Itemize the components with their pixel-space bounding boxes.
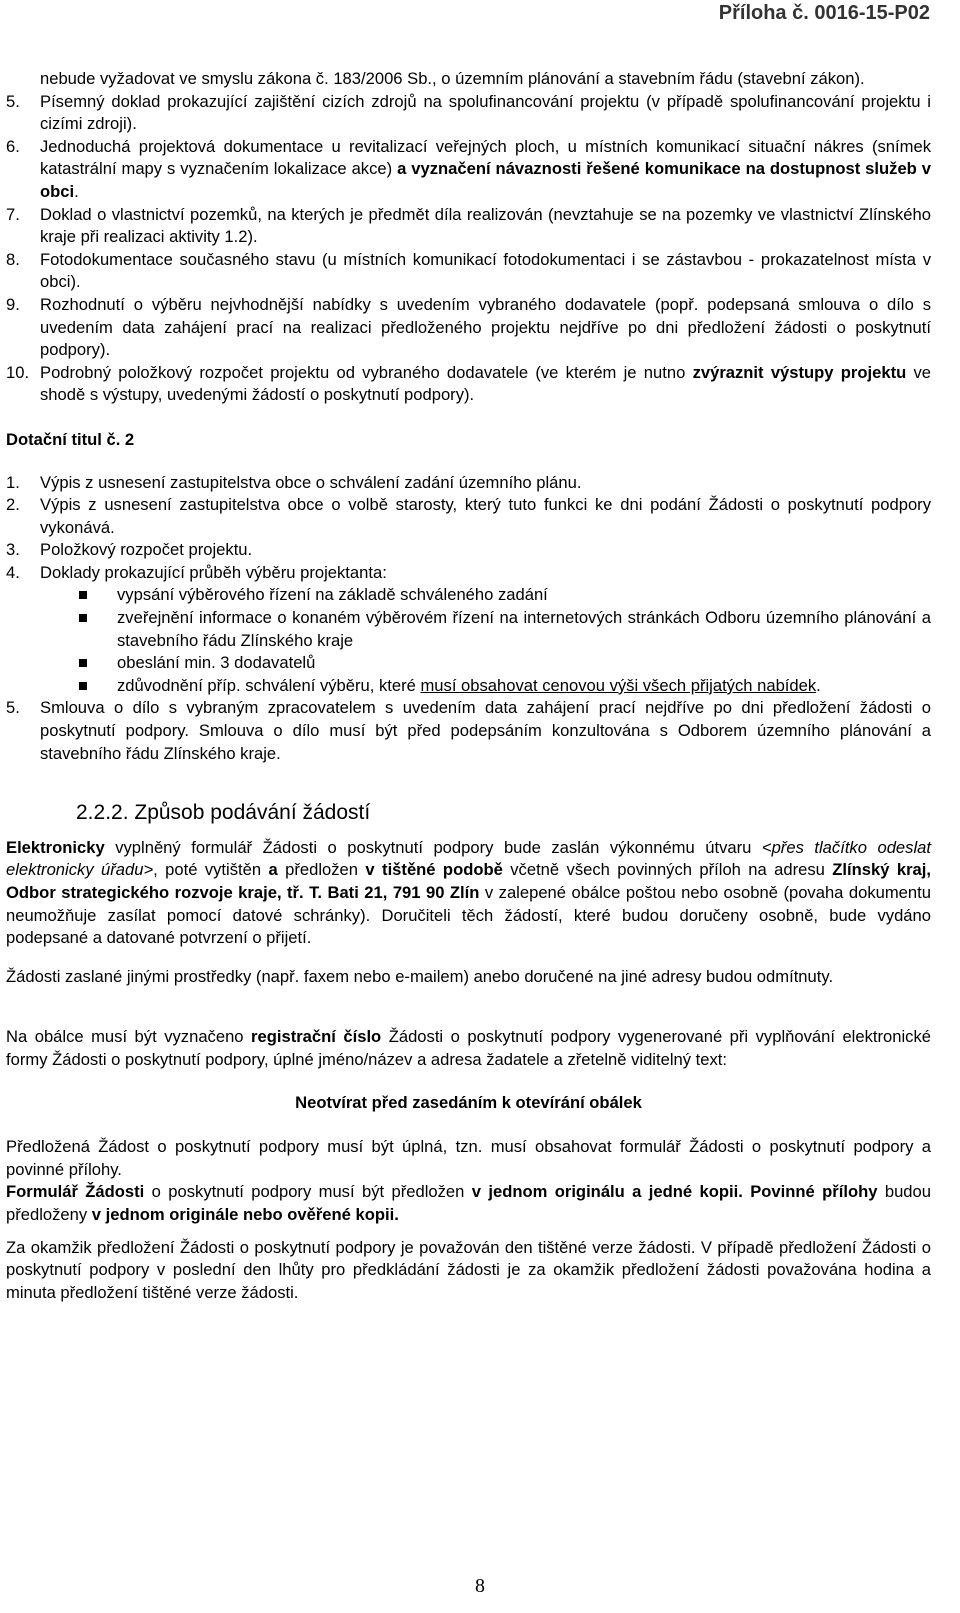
list-item-text: Výpis z usnesení zastupitelstva obce o schválení zadání územního plánu. [40,472,582,492]
list-item-number: 8. [6,249,20,269]
list-item [6,472,931,495]
paragraph: Žádosti zaslané jinými prostředky (např. faxem nebo e-mailem) anebo doručené na jiné adresy budou odmítnuty. [6,966,834,986]
square-bullet-icon [79,614,87,622]
document-body [6,68,931,1304]
list-item [6,204,931,249]
list-item-text: Smlouva o dílo s vybraným zpracovatelem s uvedením data zahájení prací nejdříve po dni předložení žádosti o poskytnutí podpory. Smlouva o dílo musí být před podepsáním konzultována s Odborem územního plánování a stavebního řádu Zlínského kraje. [40,698,931,763]
list-item [6,539,931,562]
paragraph-text: předložen [277,860,366,880]
paragraph-text: budou předloženy [6,1182,931,1224]
bullet-item [40,607,931,652]
paragraph-emphasis: a [268,860,278,880]
list-item-text: Písemný doklad prokazující zajištění cizích zdrojů na spolufinancování projektu (v případě spolufinancování projektu i cizími zdroji). [40,91,931,134]
paragraph-emphasis: Povinné přílohy [750,1182,878,1202]
bullet-item-text: vypsání výběrového řízení na základě schváleného zadání [117,585,548,605]
list-item-text: . [74,181,79,201]
bullet-item-text: obeslání min. 3 dodavatelů [117,653,316,673]
paragraph-text: Žádosti o poskytnutí podpory vygenerované při vyplňování elektronické formy Žádosti o poskytnutí podpory, úplné jméno/název a adresa žadatele a zřetelně viditelný text: [6,1027,931,1069]
paragraph-text: o poskytnutí podpory musí být předložen [144,1182,472,1202]
list-item-number: 7. [6,204,20,224]
list-item-number: 5. [6,91,20,111]
square-bullet-icon [79,682,87,690]
list-item [6,494,931,539]
paragraph-emphasis: v jednom originále nebo ověřené kopii. [91,1204,399,1224]
paragraph: Za okamžik předložení Žádosti o poskytnutí podpory je považován den tištěné verze žádosti. V případě předložení Žádosti o poskytnutí podpory v poslední den lhůty pro předkládání žádosti je za okamžik předložení žádosti považována hodina a minuta předložení tištěné verze žádosti. [6,1237,931,1302]
paragraph-italic: <přes tlačítko odeslat elektronicky úřadu> [6,837,931,880]
envelope-notice: Neotvírat před zasedáním k otevírání obálek [295,1092,642,1112]
bullet-item-text: zdůvodnění příp. schválení výběru, které [117,675,421,695]
list-item-text: Fotodokumentace současného stavu (u místních komunikací fotodokumentaci i se zástavbou - prokazatelnost místa v obci). [40,249,931,292]
list-item [6,294,931,362]
paragraph-emphasis: registrační číslo [251,1027,382,1047]
list-item-text: ve shodě s výstupy, uvedenými žádostí o poskytnutí podpory). [40,362,932,405]
address-emphasis: Zlínský kraj, Odbor strategického rozvoje kraje, tř. T. Bati 21, 791 90 Zlín [6,860,931,902]
list-item-text: Rozhodnutí o výběru nejvhodnější nabídky s uvedením vybraného dodavatele (popř. podepsaná smlouva o dílo s uvedením data zahájení prací na realizaci předloženého projektu nejdříve po dni předložení žádosti o poskytnutí podpory). [40,294,931,360]
list-item [6,562,931,585]
paragraph [6,1181,931,1226]
paragraph [6,1026,931,1071]
paragraph-text: , poté vytištěn [153,860,269,880]
list-item [6,91,931,136]
page-number: 8 [475,1575,485,1597]
list-item-text: Podrobný položkový rozpočet projektu od vybraného dodavatele (ve kterém je nutno [40,362,693,382]
list-item-emphasis: a vyznačení návaznosti řešené komunikace na dostupnost služeb v obci [40,159,931,201]
list-item-number: 6. [6,136,20,156]
list-item-number: 10. [6,362,30,382]
list-item-number: 4. [6,562,20,582]
paragraph-text: včetně všech povinných příloh na adresu [502,860,833,880]
list-item [6,697,931,765]
list-item-emphasis: zvýraznit výstupy projektu [692,362,907,382]
attachment-label: Příloha č. 0016-15-P02 [718,2,930,24]
bullet-item [40,675,931,698]
list-item-text: Doklady prokazující průběh výběru projektanta: [40,562,387,582]
subsidy-title-heading: Dotační titul č. 2 [6,429,135,449]
list-item-number: 2. [6,495,20,515]
list-item-number: 9. [6,294,20,314]
bullet-item-text: . [816,675,821,695]
square-bullet-icon [79,659,87,667]
paragraph-text: vyplněný formulář Žádosti o poskytnutí podpory bude zaslán výkonnému útvaru [104,837,762,857]
paragraph-emphasis: Elektronicky [6,837,105,857]
list-item-text: Jednoduchá projektová dokumentace u revitalizací veřejných ploch, u místních komunikací situační nákres (snímek katastrální mapy s vyznačením lokalizace akce) [40,136,931,179]
list-item-text: Výpis z usnesení zastupitelstva obce o volbě starosty, který tuto funkci ke dni podání Žádosti o poskytnutí podpory vykonává. [40,495,931,537]
list-item [6,136,931,204]
list-item-text: Doklad o vlastnictví pozemků, na kterých je předmět díla realizován (nevztahuje se na pozemky ve vlastnictví Zlínského kraje při realizaci aktivity 1.2). [40,204,931,247]
bullet-item-text: zveřejnění informace o konaném výběrovém řízení na internetových stránkách Odboru územního plánování a stavebního řádu Zlínského kraje [117,608,931,650]
list-item [6,249,931,294]
paragraph-text: Na obálce musí být vyznačeno [6,1027,252,1047]
bullet-item [40,652,931,675]
square-bullet-icon [79,591,87,599]
paragraph: Předložená Žádost o poskytnutí podpory musí být úplná, tzn. musí obsahovat formulář Žádosti o poskytnutí podpory a povinné přílohy. [6,1137,931,1179]
list-item-number: 1. [6,472,20,492]
paragraph-emphasis: Formulář Žádosti [6,1182,145,1202]
list-item [6,68,931,91]
list-item-text: nebude vyžadovat ve smyslu zákona č. 183/2006 Sb., o územním plánování a stavebním řádu (stavební zákon). [40,69,865,88]
paragraph-emphasis: v jednom originálu a jedné kopii. [471,1182,743,1202]
paragraph-emphasis: v tištěné podobě [365,860,503,880]
list-item-number: 5. [6,698,20,718]
section-title: 2.2.2. Způsob podávání žádostí [76,801,371,825]
paragraph-text: v zalepené obálce poštou nebo osobně (povaha dokumentu neumožňuje zasílat pomocí datové schránky). Doručiteli těch žádostí, které budou doručeny osobně, bude vydáno podepsané a datované potvrzení o přijetí. [6,883,931,948]
bullet-list [6,584,931,697]
bullet-item-underlined: musí obsahovat cenovou výši všech přijatých nabídek [420,675,817,695]
list-item [6,362,931,407]
bullet-item [40,584,931,607]
list-item-text: Položkový rozpočet projektu. [40,540,253,560]
list-item-number: 3. [6,540,20,560]
paragraph [6,837,931,950]
